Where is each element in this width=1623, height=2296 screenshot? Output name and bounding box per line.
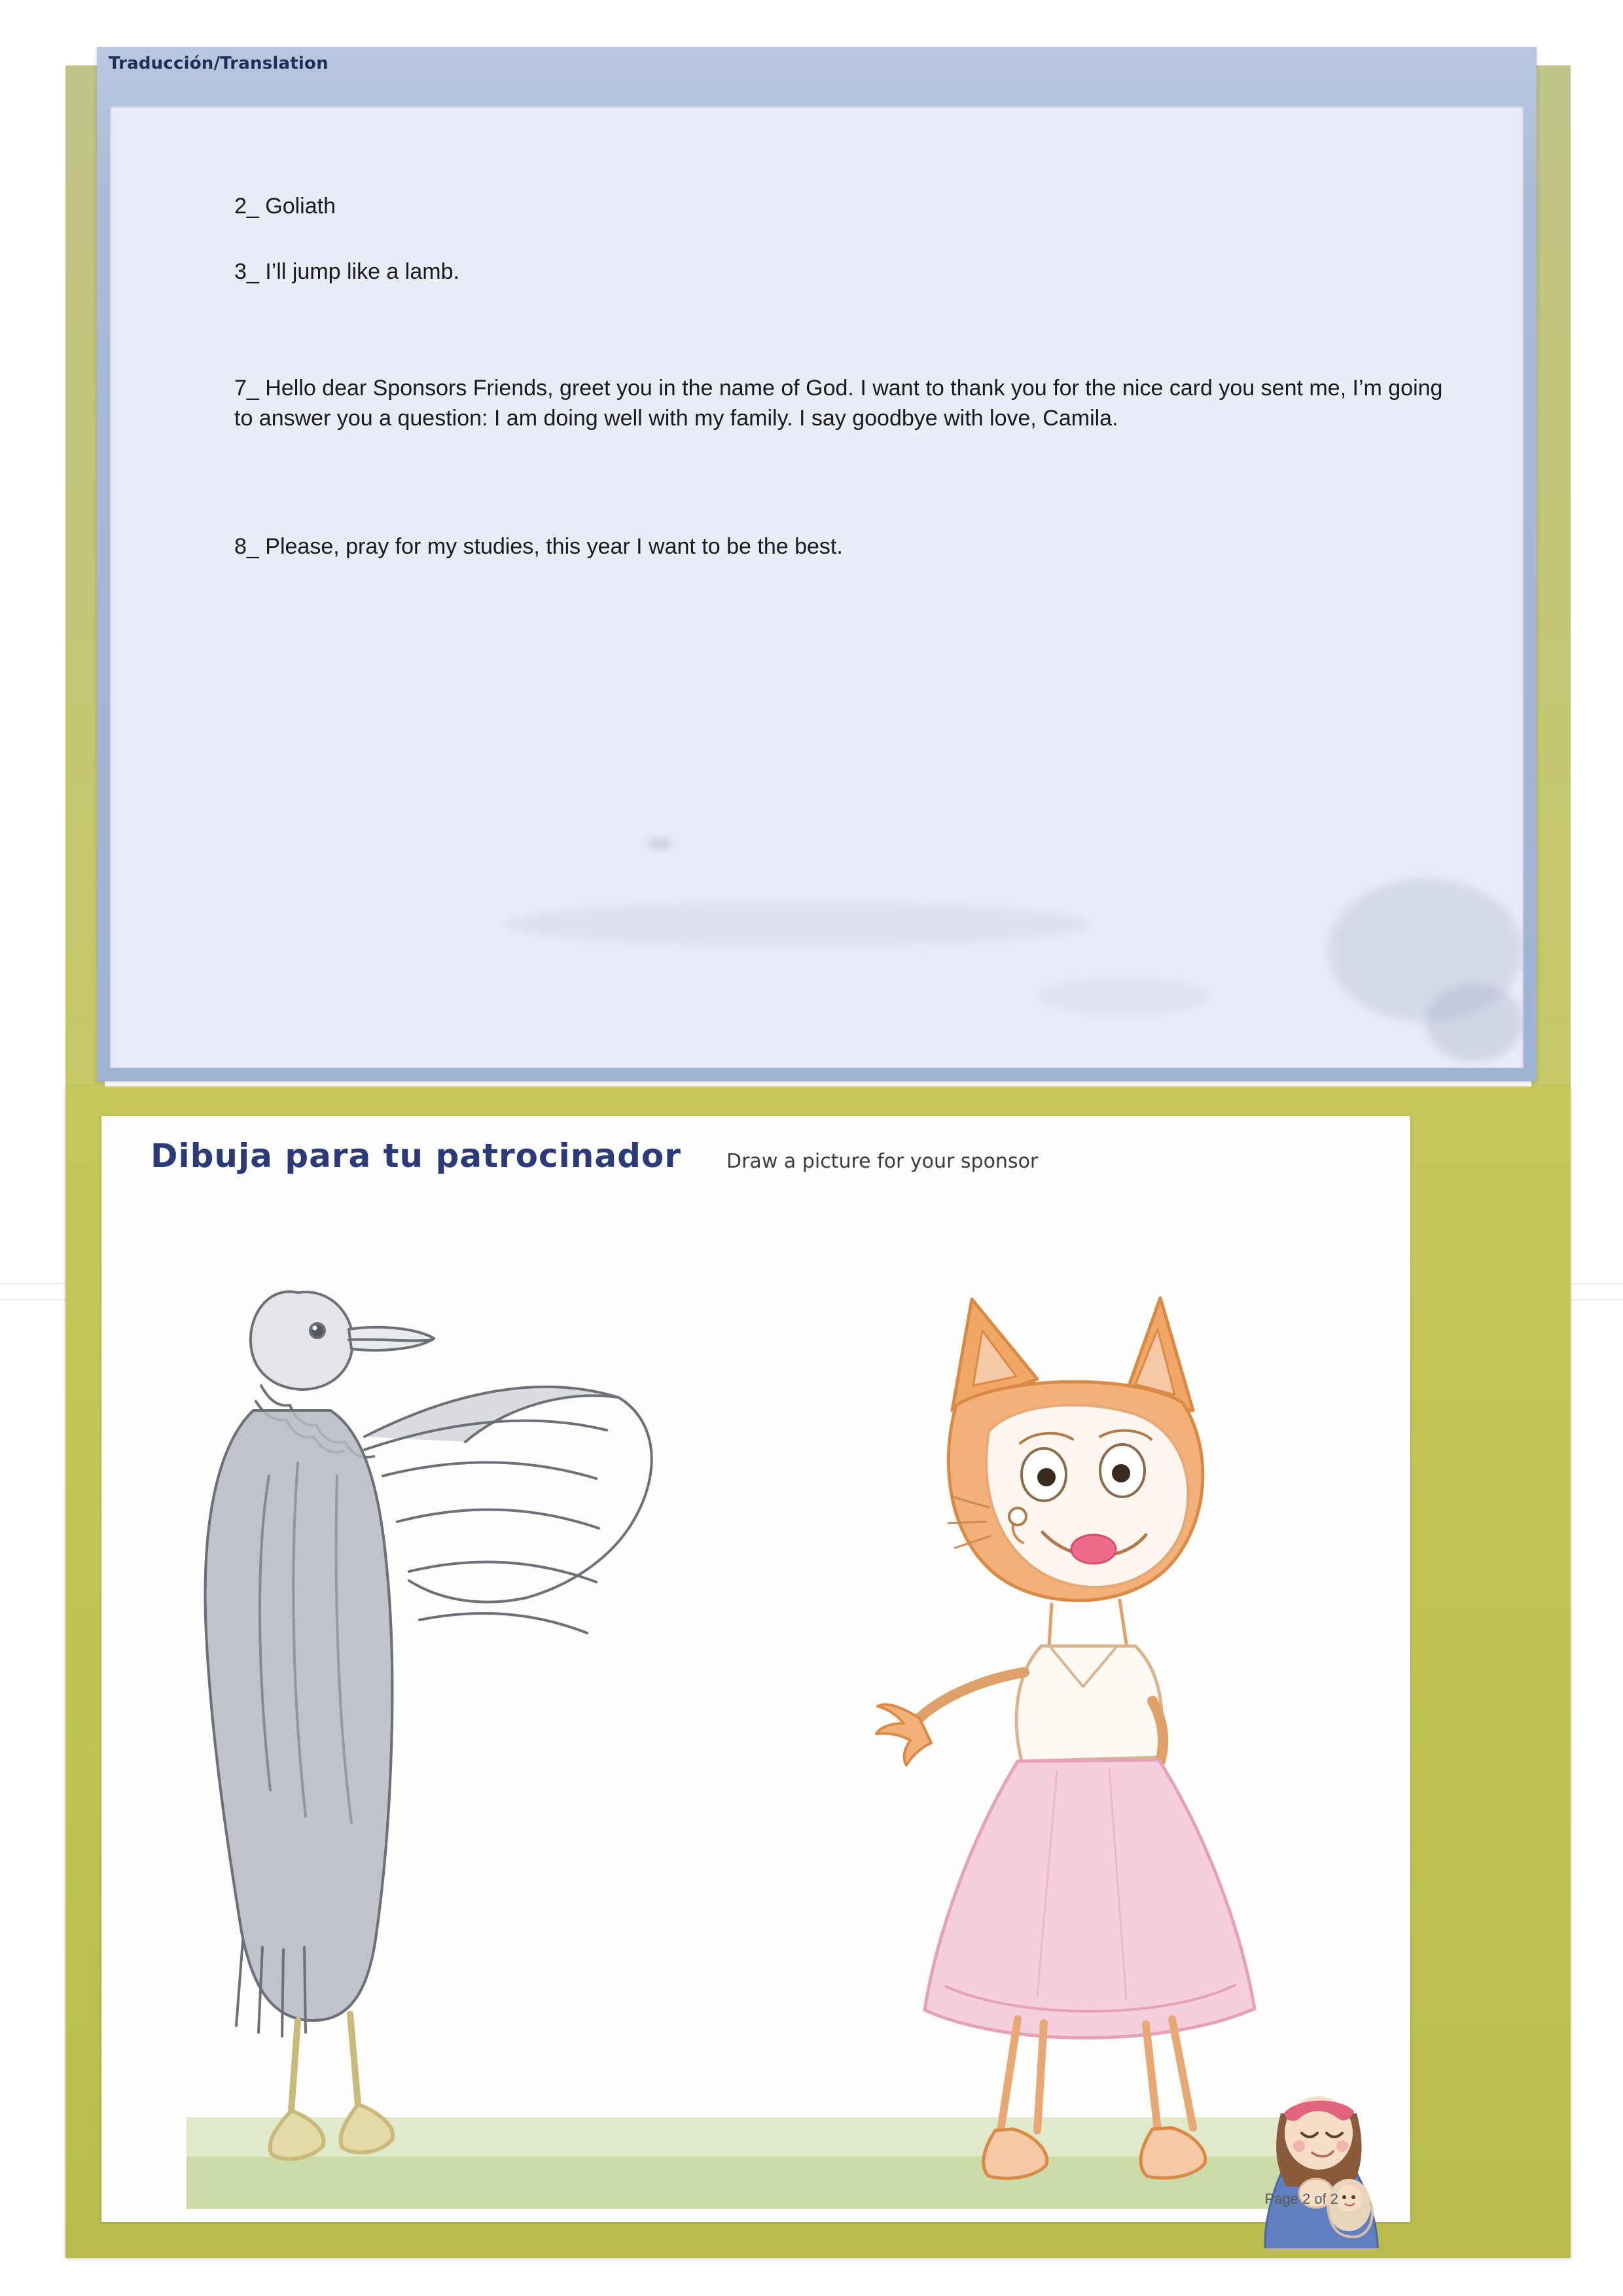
translation-sheet — [110, 106, 1524, 1068]
olive-border-right — [1531, 65, 1571, 1093]
translation-line-2: 2_ Goliath — [234, 194, 336, 219]
translation-panel — [97, 47, 1537, 1081]
scan-smudge — [503, 901, 1092, 947]
drawing-title-spanish: Dibuja para tu patrocinador — [151, 1137, 681, 1175]
drawing-panel — [65, 1086, 1571, 2258]
bird-drawing — [205, 1291, 652, 2159]
drawing-sheet — [101, 1116, 1410, 2222]
praying-girl-sticker — [1247, 2065, 1397, 2248]
page-number: Page 2 of 2 — [1264, 2191, 1338, 2207]
scan-smudge — [647, 839, 673, 848]
scan-smudge — [1425, 983, 1524, 1062]
drawing-svg — [101, 1214, 1410, 2222]
child-drawing — [101, 1214, 1410, 2222]
drawing-title-english: Draw a picture for your sponsor — [726, 1150, 1039, 1173]
translation-line-8: 8_ Please, pray for my studies, this year I want to be the best. — [234, 534, 843, 559]
translation-line-7: 7_ Hello dear Sponsors Friends, greet you in the name of God. I want to thank you for the nice card you sent me, I’m going to answer you a question: I am doing well with my family. I say goodbye with love, Camila. — [234, 376, 1443, 431]
translation-text-block — [234, 191, 1458, 562]
scan-smudge — [1039, 977, 1209, 1016]
fox-drawing — [876, 1298, 1255, 2178]
translation-header-label: Traducción/Translation — [109, 54, 329, 73]
translation-line-3: 3_ I’ll jump like a lamb. — [234, 259, 459, 284]
